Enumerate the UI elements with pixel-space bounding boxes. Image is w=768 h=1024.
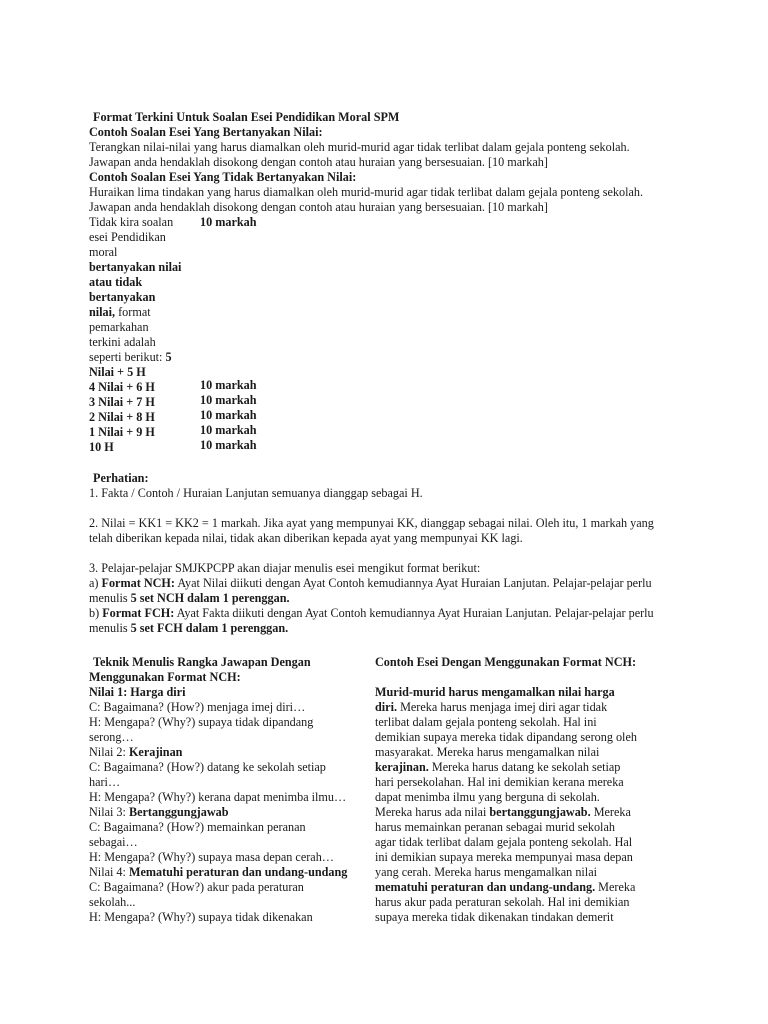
note-2-line-2: telah diberikan kepada nilai, tidak akan diberikan kepada ayat yang mempunyai KK lagi. (89, 531, 523, 545)
essay-line: ini demikian supaya mereka mempunyai masa depan (375, 850, 633, 864)
note-3a-line-2 (89, 591, 689, 606)
essay-text: Mereka (595, 880, 636, 894)
value-2-example: C: Bagaimana? (How?) datang ke sekolah setiap (89, 760, 326, 774)
value-3-example: C: Bagaimana? (How?) memainkan peranan (89, 820, 306, 834)
intro-bold-text: atau tidak (89, 275, 143, 289)
notes-heading: Perhatian: (93, 471, 149, 485)
table-row-format: 10 H (89, 440, 114, 454)
note-3b-bold: Format FCH: (102, 606, 175, 620)
value-3-example: sebagai… (89, 835, 138, 849)
value-4-name: Mematuhi peraturan dan undang-undang (128, 865, 348, 879)
essay-line: Murid-murid harus mengamalkan nilai harga (375, 685, 615, 699)
essay-bold: kerajinan. (375, 760, 429, 774)
essay-line: hari persekolahan. Hal ini demikian kerana mereka (375, 775, 624, 789)
value-1-example: C: Bagaimana? (How?) menjaga imej diri… (89, 700, 306, 714)
table-row-format: 3 Nilai + 7 H (89, 395, 155, 409)
table-row-marks: 10 markah (200, 378, 257, 392)
essay-line: harus memainkan peranan sebagai murid sekolah (375, 820, 615, 834)
essay-bold: diri. (375, 700, 398, 714)
essay-line (375, 880, 647, 895)
note-3a-bold: 5 set NCH dalam 1 perenggan. (130, 591, 290, 605)
outline-column (89, 655, 361, 925)
note-3b-prefix: b) (89, 606, 103, 620)
value-1-label: Nilai 1: Harga diri (89, 685, 186, 699)
value-4-example: sekolah... (89, 895, 136, 909)
value-3-elaboration: H: Mengapa? (Why?) supaya masa depan cerah… (89, 850, 334, 864)
note-1: 1. Fakta / Contoh / Huraian Lanjutan semuanya dianggap sebagai H. (89, 486, 423, 500)
intro-bold-text: bertanyakan nilai (89, 260, 182, 274)
intro-text: pemarkahan (89, 320, 149, 334)
table-row-marks: 10 markah (200, 393, 257, 407)
note-3b (89, 606, 689, 621)
note-3b-line-2 (89, 621, 689, 636)
essay-bold: mematuhi peraturan dan undang-undang. (375, 880, 596, 894)
note-3a-prefix: a) (89, 576, 102, 590)
document-title: Format Terkini Untuk Soalan Esei Pendidikan Moral SPM (93, 110, 400, 124)
value-3-name: Bertanggungjawab (128, 805, 229, 819)
format-column (89, 215, 193, 455)
intro-bold-text: bertanyakan (89, 290, 156, 304)
essay-line: harus akur pada peraturan sekolah. Hal ini demikian (375, 895, 630, 909)
intro-text (89, 350, 193, 365)
essay-line (375, 760, 647, 775)
outline-heading-line-2: Menggunakan Format NCH: (89, 670, 241, 684)
table-row-format: 2 Nilai + 8 H (89, 410, 155, 424)
essay-text: Mereka harus ada nilai (375, 805, 490, 819)
essay-line: supaya mereka tidak dikenakan tindakan demerit (375, 910, 614, 924)
note-3a (89, 576, 689, 591)
essay-line: terlibat dalam gejala ponteng sekolah. Hal ini (375, 715, 597, 729)
value-4-label (89, 865, 361, 880)
value-1-elaboration: serong… (89, 730, 134, 744)
essay-text: Mereka harus menjaga imej diri agar tidak (397, 700, 608, 714)
essay-line: demikian supaya mereka tidak dipandang serong oleh (375, 730, 637, 744)
note-3a-text: Ayat Nilai diikuti dengan Ayat Contoh kemudiannya Ayat Huraian Lanjutan. Pelajar-pelajar perlu (174, 576, 652, 590)
essay-example-heading: Contoh Esei Dengan Menggunakan Format NCH: (375, 655, 637, 669)
value-4-prefix: Nilai 4: (89, 865, 129, 879)
essay-text: Mereka (590, 805, 631, 819)
intro-text: esei Pendidikan (89, 230, 166, 244)
essay-line (375, 805, 647, 820)
intro-text: moral (89, 245, 118, 259)
question-1-text-line-1: Terangkan nilai-nilai yang harus diamalkan oleh murid-murid agar tidak terlibat dalam gejala ponteng sekolah. (89, 140, 630, 154)
value-2-elaboration: H: Mengapa? (Why?) kerana dapat menimba ilmu… (89, 790, 347, 804)
question-2-heading: Contoh Soalan Esei Yang Tidak Bertanyakan Nilai: (89, 170, 357, 184)
outline-heading-line-1: Teknik Menulis Rangka Jawapan Dengan (93, 655, 311, 669)
essay-text: Mereka harus datang ke sekolah setiap (428, 760, 621, 774)
value-3-prefix: Nilai 3: (89, 805, 129, 819)
value-2-prefix: Nilai 2: (89, 745, 129, 759)
essay-line: dapat menimba ilmu yang berguna di sekolah. (375, 790, 600, 804)
note-3a-text: menulis (89, 591, 131, 605)
question-1-heading: Contoh Soalan Esei Yang Bertanyakan Nilai: (89, 125, 323, 139)
note-3a-bold: Format NCH: (101, 576, 175, 590)
question-2-text-line-1: Huraikan lima tindakan yang harus diamalkan oleh murid-murid agar tidak terlibat dalam gejala ponteng sekolah. (89, 185, 644, 199)
value-4-elaboration: H: Mengapa? (Why?) supaya tidak dikenakan (89, 910, 313, 924)
value-2-label (89, 745, 361, 760)
essay-line: yang cerah. Mereka harus mengamalkan nilai (375, 865, 597, 879)
table-row-format: 1 Nilai + 9 H (89, 425, 155, 439)
value-1-elaboration: H: Mengapa? (Why?) supaya tidak dipandang (89, 715, 314, 729)
table-row-marks: 10 markah (200, 438, 257, 452)
note-2-line-1: 2. Nilai = KK1 = KK2 = 1 markah. Jika ayat yang mempunyai KK, dianggap sebagai nilai. Oleh itu, 1 markah yang (89, 516, 654, 530)
intro-text (89, 305, 193, 320)
essay-line (375, 700, 647, 715)
table-row-marks: 10 markah (200, 408, 257, 422)
value-4-example: C: Bagaimana? (How?) akur pada peraturan (89, 880, 304, 894)
table-row-format: Nilai + 5 H (89, 365, 146, 379)
marks-column (200, 215, 350, 452)
essay-line: agar tidak terlibat dalam gejala ponteng sekolah. Hal (375, 835, 633, 849)
note-3b-text: Ayat Fakta diikuti dengan Ayat Contoh kemudiannya Ayat Huraian Lanjutan. Pelajar-pelajar perlu (174, 606, 654, 620)
intro-text: terkini adalah (89, 335, 156, 349)
value-2-name: Kerajinan (128, 745, 183, 759)
intro-bold-text: 5 (165, 350, 172, 364)
question-2-text-line-2: Jawapan anda hendaklah disokong dengan contoh atau huraian yang bersesuaian. [10 markah] (89, 200, 548, 214)
questions-section (89, 110, 689, 215)
table-row-marks: 10 markah (200, 215, 257, 229)
value-3-label (89, 805, 361, 820)
value-2-example: hari… (89, 775, 121, 789)
table-row-marks: 10 markah (200, 423, 257, 437)
intro-text: format (115, 305, 151, 319)
notes-section (89, 471, 689, 636)
intro-text: seperti berikut: (89, 350, 166, 364)
note-3b-text: menulis (89, 621, 131, 635)
note-3: 3. Pelajar-pelajar SMJKPCPP akan diajar menulis esei mengikut format berikut: (89, 561, 481, 575)
intro-text: Tidak kira soalan (89, 215, 174, 229)
essay-bold: bertanggungjawab. (489, 805, 591, 819)
table-row-format: 4 Nilai + 6 H (89, 380, 155, 394)
essay-example-column (375, 655, 647, 925)
intro-bold-text: nilai, (89, 305, 116, 319)
note-3b-bold: 5 set FCH dalam 1 perenggan. (130, 621, 289, 635)
essay-line: masyarakat. Mereka harus mengamalkan nilai (375, 745, 600, 759)
question-1-text-line-2: Jawapan anda hendaklah disokong dengan contoh atau huraian yang bersesuaian. [10 markah] (89, 155, 548, 169)
